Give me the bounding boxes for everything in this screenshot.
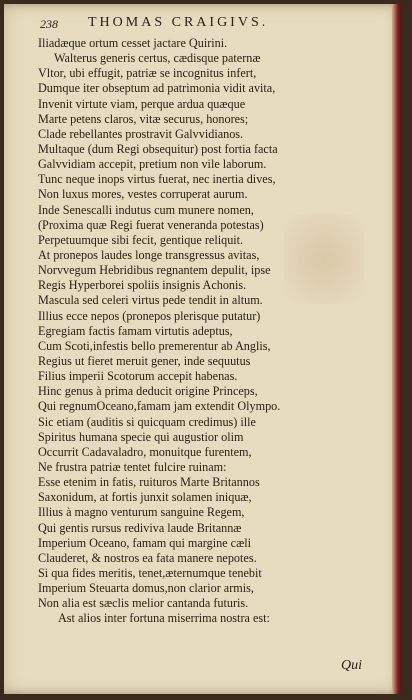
- verse-line: Dumque iter obseptum ad patrimonia vidit avita,: [38, 81, 276, 96]
- verse-line: Iliadæque ortum cesset jactare Quirini.: [38, 36, 228, 50]
- verse-line: (Proxima quæ Regi fuerat veneranda potestas): [38, 217, 264, 232]
- verse-line: Esse etenim in fatis, ruituros Marte Britannos: [38, 475, 260, 490]
- verse-line: Vltor, ubi effugit, patriæ se incognitus infert,: [38, 66, 257, 81]
- verse-line: Occurrit Cadavaladro, monuitque furentem,: [38, 444, 252, 459]
- book-page: [4, 4, 402, 694]
- verse-line: Regius ut fieret meruit gener, inde sequutus: [38, 353, 251, 368]
- verse-line: Clade rebellantes prostravit Galvvidianos.: [38, 126, 244, 141]
- verse-line: At pronepos laudes longe transgressus avitas,: [38, 247, 260, 262]
- verse-line: Galvvidiam accepit, pretium non vile laborum.: [38, 157, 267, 172]
- verse-line: Qui gentis rursus rediviva laude Britannæ: [38, 520, 242, 535]
- verse-line: Mascula sed celeri virtus pede tendit in altum.: [38, 293, 263, 308]
- verse-line: Ast alios inter fortuna miserrima nostra est:: [58, 611, 270, 626]
- page-header: [40, 14, 370, 36]
- verse-line: Invenit virtute viam, perque ardua quæque: [38, 96, 246, 111]
- verse-line: Filius imperii Scotorum accepit habenas.: [38, 369, 238, 384]
- verse-line: Norvvegum Hebridibus regnantem depulit, ipse: [38, 263, 271, 278]
- verse-line: Saxonidum, at fortis junxit solamen iniquæ,: [38, 490, 252, 505]
- catchword: Qui: [341, 658, 362, 673]
- verse-line: Illius ecce nepos (pronepos plerisque putatur): [38, 308, 261, 323]
- verse-line: Spiritus humana specie qui augustior olim: [38, 429, 244, 444]
- verse-line: Marte petens claros, vitæ securus, honores;: [38, 111, 249, 126]
- verse-line: Si qua fides meritis, tenet,æternumque tenebit: [38, 565, 262, 580]
- verse-line: Multaque (dum Regi obsequitur) post fortia facta: [38, 141, 278, 156]
- page-number: 238: [40, 17, 58, 31]
- running-head: THOMAS CRAIGIVS.: [88, 15, 269, 30]
- verse-line: Walterus generis certus, cædisque paternæ: [54, 51, 261, 66]
- verse-line: Perpetuumque sibi fecit, gentique reliquit.: [38, 232, 244, 247]
- verse-line: Hinc genus à prima deducit origine Princeps,: [38, 384, 258, 399]
- verse-line: Imperium Steuarta domus,non clarior armis,: [38, 581, 254, 596]
- poem-text: [38, 36, 388, 626]
- verse-line: Illius à magno venturum sanguine Regem,: [38, 505, 245, 520]
- verse-line: Egregiam factis famam virtutis adeptus,: [38, 323, 233, 338]
- verse-line: Qui regnumOceano,famam jam extendit Olympo.: [38, 399, 281, 414]
- verse-line: Imperium Oceano, famam qui margine cæli: [38, 535, 251, 550]
- book-spine: [392, 4, 402, 694]
- verse-line: Non alia est sæclis melior cantanda futuris.: [38, 596, 249, 611]
- verse-line: Tunc neque inops virtus fuerat, nec inertia dives,: [38, 172, 276, 187]
- verse-line: Regis Hyperborei spoliis insignis Achonis.: [38, 278, 247, 293]
- verse-line: Clauderet, & nostros ea fata manere nepotes.: [38, 550, 257, 565]
- verse-line: Cum Scoti,infestis bello premerentur ab Anglis,: [38, 338, 271, 353]
- verse-line: Sic etiam (auditis si quicquam credimus) ille: [38, 414, 256, 429]
- verse-line: Ne frustra patriæ tentet fulcire ruinam:: [38, 459, 227, 474]
- verse-line: Inde Senescalli indutus cum munere nomen,: [38, 202, 254, 217]
- verse-line: Non luxus mores, vestes corruperat aurum.: [38, 187, 248, 202]
